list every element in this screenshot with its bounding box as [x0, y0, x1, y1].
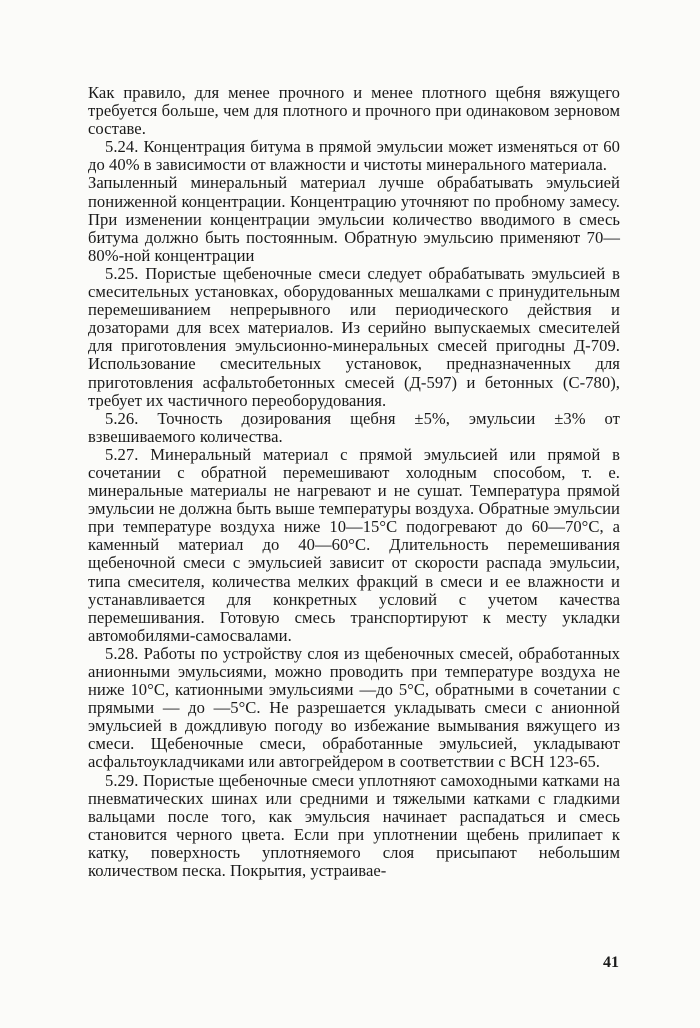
- body-text: [88, 84, 620, 880]
- paragraph-intro: Как правило, для менее прочного и менее плотного щебня вяжущего требуется больше, чем для плотного и прочного при одинаковом зерновом составе.: [88, 83, 620, 139]
- paragraph-5-26: 5.26. Точность дозирования щебня ±5%, эмульсии ±3% от взвешиваемого количества.: [88, 408, 620, 446]
- paragraph-5-25: 5.25. Пористые щебеночные смеси следует обрабатывать эмульсией в смесительных установках, оборудованных мешалками с принудительным перемешиванием непрерывного или периодического действия и дозаторами для всех материалов. Из серийно выпускаемых смесителей для приготовления эмульсионно-минеральных смесей пригодны Д-709. Использование смесительных установок, предназначенных для приготовления асфальтобетонных смесей (Д-597) и бетонных (С-780), требует их частичного переоборудования.: [88, 263, 620, 410]
- paragraph-5-28: 5.28. Работы по устройству слоя из щебеночных смесей, обработанных анионными эмульсиями, можно проводить при температуре воздуха не ниже 10°С, катионными эмульсиями —до 5°С, обратными в сочетании с прямыми — до —5°С. Не разрешается укладывать смеси с анионной эмульсией в дождливую погоду во избежание вымывания вяжущего из смеси. Щебеночные смеси, обработанные эмульсией, укладывают асфальтоукладчиками или автогрейдером в соответствии с ВСН 123-65.: [88, 643, 620, 772]
- paragraph-5-24-continued: Запыленный минеральный материал лучше обрабатывать эмульсией пониженной концентрации. Концентрацию уточняют по пробному замесу. При изменении концентрации эмульсии количество вводимого в смесь битума должно быть постоянным. Обратную эмульсию применяют 70—80%-ной концентрации: [88, 173, 620, 265]
- paragraph-5-24: 5.24. Концентрация битума в прямой эмульсии может изменяться от 60 до 40% в зависимости от влажности и чистоты минерального материала.: [88, 137, 620, 175]
- paragraph-5-27: 5.27. Минеральный материал с прямой эмульсией или прямой в сочетании с обратной перемешивают холодным способом, т. е. минеральные материалы не нагревают и не сушат. Температура прямой эмульсии не должна быть выше температуры воздуха. Обратные эмульсии при температуре воздуха ниже 10—15°С подогревают до 60—70°С, а каменный материал до 40—60°С. Длительность перемешивания щебеночной смеси с эмульсией зависит от скорости распада эмульсии, типа смесителя, количества мелких фракций в смеси и ее влажности и устанавливается для конкретных условий с учетом качества перемешивания. Готовую смесь транспортируют к месту укладки автомобилями-самосвалами.: [88, 444, 620, 645]
- page-number: 41: [603, 954, 619, 971]
- paragraph-5-29: 5.29. Пористые щебеночные смеси уплотняют самоходными катками на пневматических шинах или средними и тяжелыми катками с гладкими вальцами после того, как эмульсия начинает распадаться и смесь становится черного цвета. Если при уплотнении щебень прилипает к катку, поверхность уплотняемого слоя присыпают небольшим количеством песка. Покрытия, устраивае-: [88, 770, 620, 881]
